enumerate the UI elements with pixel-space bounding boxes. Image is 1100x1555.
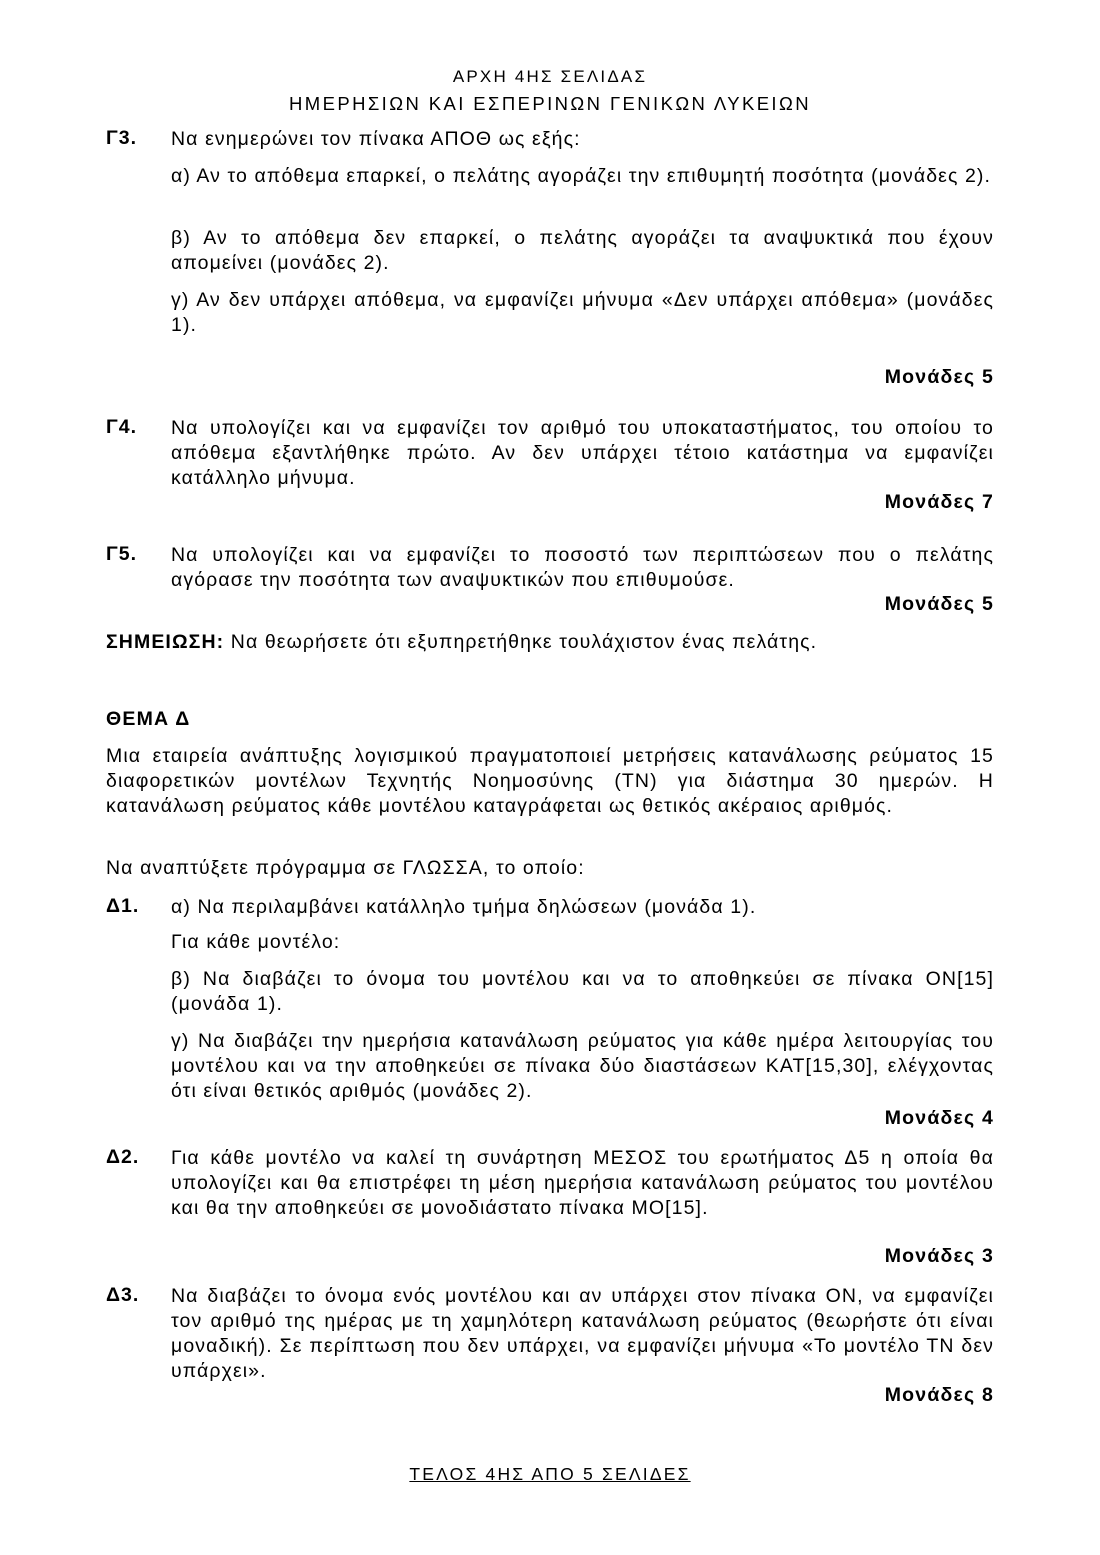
item-label-g3: Γ3.: [106, 127, 137, 149]
d2-text: Για κάθε μοντέλο να καλεί τη συνάρτηση ΜΕΣΟΣ του ερωτήματος Δ5 η οποία θα υπολογίζει και θα επιστρέφει τη μέση ημερήσια κατανάλωση ρεύματος του μοντέλου και θα την αποθηκεύει σε μονοδιάστατο πίνακα ΜΟ[15].: [171, 1147, 994, 1219]
d1-option-c: γ) Να διαβάζει την ημερήσια κατανάλωση ρεύματος για κάθε ημέρα λειτουργίας του μοντέλου και να την αποθηκεύει σε πίνακα δύο διαστάσεων ΚΑΤ[15,30], ελέγχοντας ότι είναι θετικός αριθμός (μονάδες 2).: [171, 1030, 994, 1102]
page-footer-text: ΤΕΛΟΣ 4ΗΣ ΑΠΟ 5 ΣΕΛΙΔΕΣ: [409, 1464, 691, 1484]
d1-option-a: α) Να περιλαμβάνει κατάλληλο τμήμα δηλώσεων (μονάδα 1).: [171, 896, 757, 918]
theme-d-intro: Μια εταιρεία ανάπτυξης λογισμικού πραγματοποιεί μετρήσεις κατανάλωσης ρεύματος 15 διαφορετικών μοντέλων Τεχνητής Νοημοσύνης (ΤΝ) για διάστημα 30 ημερών. Η κατανάλωση ρεύματος κάθε μοντέλου καταγράφεται ως θετικός ακέραιος αριθμός.: [106, 745, 994, 817]
page-header-start: ΑΡΧΗ 4ΗΣ ΣΕΛΙΔΑΣ: [452, 67, 648, 86]
g5-text: Να υπολογίζει και να εμφανίζει το ποσοστό των περιπτώσεων που ο πελάτης αγόρασε την ποσότητα των αναψυκτικών που επιθυμούσε.: [171, 544, 994, 591]
note: [106, 630, 994, 655]
g3-option-b: β) Αν το απόθεμα δεν επαρκεί, ο πελάτης αγοράζει τα αναψυκτικά που έχουν απομείνει (μονάδες 2).: [171, 227, 994, 274]
d1-option-b: β) Να διαβάζει το όνομα του μοντέλου και να το αποθηκεύει σε πίνακα ΟΝ[15] (μονάδα 1).: [171, 968, 994, 1015]
note-text: Να θεωρήσετε ότι εξυπηρετήθηκε τουλάχιστον ένας πελάτης.: [224, 631, 818, 653]
g3-points: Μονάδες 5: [884, 366, 994, 388]
d3-text: Να διαβάζει το όνομα ενός μοντέλου και αν υπάρχει στον πίνακα ΟΝ, να εμφανίζει τον αριθμό της ημέρας με τη χαμηλότερη κατανάλωση ρεύματος (θεωρήστε ότι είναι μοναδική). Σε περίπτωση που δεν υπάρχει, να εμφανίζει μήνυμα «Το μοντέλο ΤΝ δεν υπάρχει».: [171, 1285, 994, 1382]
item-label-d2: Δ2.: [106, 1146, 140, 1168]
item-label-d3: Δ3.: [106, 1284, 140, 1306]
g3-option-a: α) Αν το απόθεμα επαρκεί, ο πελάτης αγοράζει την επιθυμητή ποσότητα (μονάδες 2).: [171, 165, 992, 187]
note-label: ΣΗΜΕΙΩΣΗ:: [106, 631, 225, 653]
theme-d-task: Να αναπτύξετε πρόγραμμα σε ΓΛΩΣΣΑ, το οποίο:: [106, 857, 585, 879]
page-footer: [0, 1464, 1100, 1485]
g4-text: Να υπολογίζει και να εμφανίζει τον αριθμό του υποκαταστήματος, του οποίου το απόθεμα εξαντλήθηκε πρώτο. Αν δεν υπάρχει τέτοιο κατάστημα να εμφανίζει κατάλληλο μήνυμα.: [171, 417, 994, 489]
theme-d-title: ΘΕΜΑ Δ: [106, 708, 191, 730]
d2-points: Μονάδες 3: [884, 1245, 994, 1267]
g3-option-c: γ) Αν δεν υπάρχει απόθεμα, να εμφανίζει μήνυμα «Δεν υπάρχει απόθεμα» (μονάδες 1).: [171, 289, 994, 336]
g5-points: Μονάδες 5: [884, 593, 994, 615]
d3-points: Μονάδες 8: [884, 1384, 994, 1406]
item-label-g4: Γ4.: [106, 416, 137, 438]
item-label-d1: Δ1.: [106, 895, 140, 917]
d1-points: Μονάδες 4: [884, 1107, 994, 1129]
g4-points: Μονάδες 7: [884, 491, 994, 513]
d1-each-model: Για κάθε μοντέλο:: [171, 931, 341, 953]
page-header-school: ΗΜΕΡΗΣΙΩΝ ΚΑΙ ΕΣΠΕΡΙΝΩΝ ΓΕΝΙΚΩΝ ΛΥΚΕΙΩΝ: [289, 93, 811, 114]
g3-intro: Να ενημερώνει τον πίνακα ΑΠΟΘ ως εξής:: [171, 128, 581, 150]
item-label-g5: Γ5.: [106, 543, 137, 565]
